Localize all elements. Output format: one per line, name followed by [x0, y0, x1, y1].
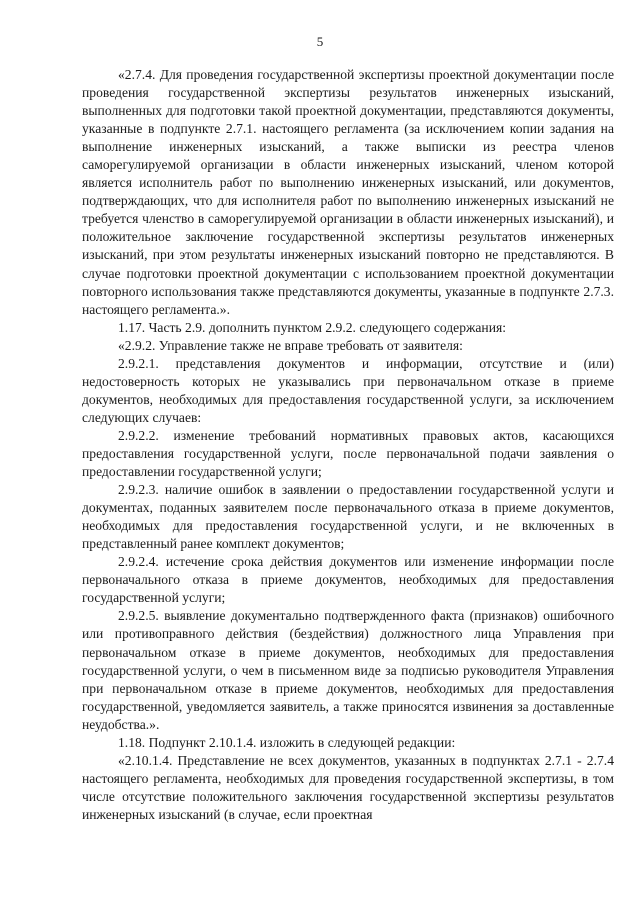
paragraph-2-7-4: «2.7.4. Для проведения государственной экспертизы проектной документации после проведения государственной экспертизы результатов инженерных изысканий, выполненных для подготовки такой проектной документации, представляются документы, указанные в подпункте 2.7.1. настоящего регламента (за исключением копии задания на выполнение инженерных изысканий, а также выписки из реестра членов саморегулируемой организации в области инженерных изысканий, членом которой является исполнитель работ по выполнению инженерных изысканий, или документов, подтверждающих, что для исполнителя работ по выполнению инженерных изысканий не требуется членство в саморегулируемой организации в области инженерных изысканий), и положительное заключение государственной экспертизы результатов инженерных изысканий, при этом результаты инженерных изысканий повторно не представляются. В случае подготовки проектной документации с использованием проектной документации повторного использования также представляются документы, указанные в подпункте 2.7.3. настоящего регламента.». [82, 67, 614, 317]
paragraph-2-9-2: «2.9.2. Управление также не вправе требовать от заявителя: [118, 337, 463, 353]
page-number: 5 [316, 34, 324, 49]
paragraph-1-17: 1.17. Часть 2.9. дополнить пунктом 2.9.2. следующего содержания: [118, 319, 507, 335]
paragraph-1-18: 1.18. Подпункт 2.10.1.4. изложить в следующей редакции: [118, 734, 456, 750]
document-body [82, 66, 614, 824]
paragraph-2-9-2-5: 2.9.2.5. выявление документально подтвержденного факта (признаков) ошибочного или противоправного действия (бездействия) должностного лица Управления при первоначальном отказе в приеме документов, необходимых для предоставления государственной услуги, о чем в письменном виде за подписью руководителя Управления при первоначальном отказе в приеме документов, необходимых для предоставления государственной, уведомляется заявитель, а также приносятся извинения за доставленные неудобства.». [82, 608, 614, 732]
paragraph-2-9-2-1: 2.9.2.1. представления документов и информации, отсутствие и (или) недостоверность которых не указывались при первоначальном отказе в приеме документов, необходимых для предоставления государственной услуги, за исключением следующих случаев: [82, 355, 614, 425]
paragraph-2-9-2-4: 2.9.2.4. истечение срока действия документов или изменение информации после первоначального отказа в приеме документов, необходимых для предоставления государственной услуги; [82, 554, 614, 606]
paragraph-2-10-1-4: «2.10.1.4. Представление не всех документов, указанных в подпунктах 2.7.1 - 2.7.4 настоящего регламента, необходимых для проведения государственной экспертизы, в том числе отсутствие положительного заключения государственной экспертизы результатов инженерных изысканий (в случае, если проектная [82, 752, 614, 822]
paragraph-2-9-2-2: 2.9.2.2. изменение требований нормативных правовых актов, касающихся предоставления государственной услуги, после первоначальной подачи заявления о предоставлении государственной услуги; [82, 427, 614, 480]
paragraph-2-9-2-3: 2.9.2.3. наличие ошибок в заявлении о предоставлении государственной услуги и документах, поданных заявителем после первоначального отказа в приеме документов, необходимых для предоставления государственной услуги, и не включенных в представленный ранее комплект документов; [82, 482, 614, 552]
